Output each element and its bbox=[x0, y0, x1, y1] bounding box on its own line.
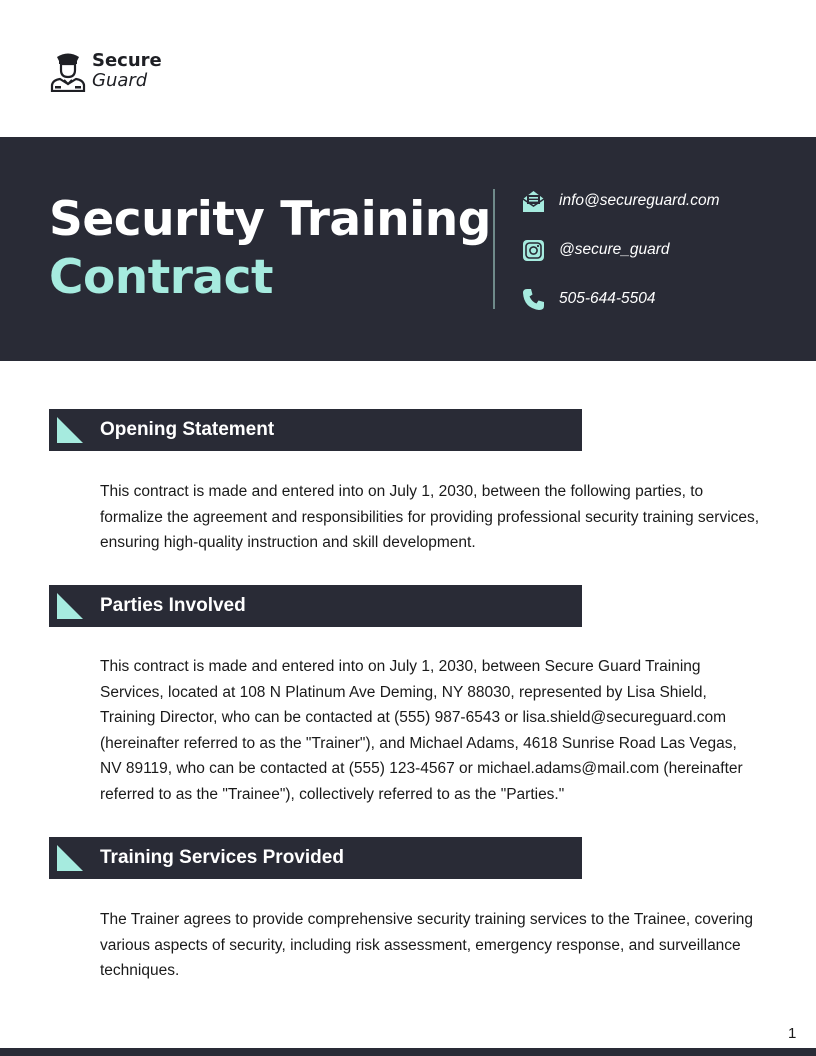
security-guard-icon bbox=[49, 50, 87, 92]
triangle-icon bbox=[57, 417, 83, 443]
header-divider bbox=[493, 189, 495, 309]
section-body-training-services: The Trainer agrees to provide comprehensive security training services to the Trainee, covering various aspects of security, including risk assessment, emergency response, and surveillance techniques. bbox=[100, 911, 754, 980]
email-icon bbox=[522, 190, 545, 213]
section-heading-opening-statement bbox=[49, 409, 582, 451]
phone-icon bbox=[522, 288, 545, 311]
triangle-icon bbox=[57, 593, 83, 619]
page-title bbox=[49, 191, 491, 307]
title-line-2: Contract bbox=[49, 250, 273, 305]
title-line-1: Security Training bbox=[49, 192, 491, 247]
section-heading-parties-involved bbox=[49, 585, 582, 627]
contact-phone[interactable] bbox=[522, 287, 656, 311]
phone-text[interactable]: 505-644-5504 bbox=[559, 290, 656, 307]
logo-text-primary: Secure bbox=[92, 50, 162, 71]
email-text[interactable]: info@secureguard.com bbox=[559, 192, 720, 209]
section-body-opening-statement: This contract is made and entered into on July 1, 2030, between the following parties, to formalize the agreement and responsibilities for providing professional security training services, ensuring high-quality instruction and skill development. bbox=[100, 483, 760, 552]
logo-text-secondary: Guard bbox=[92, 70, 148, 91]
section-body-parties-involved: This contract is made and entered into on July 1, 2030, between Secure Guard Training Services, located at 108 N Platinum Ave Deming, NY 88030, represented by Lisa Shield, Training Director, who can be contacted at (555) 987-6543 or lisa.shield@secureguard.com (hereinafter referred to as the "Trainer"), and Michael Adams, 4618 Sunrise Road Las Vegas, NV 89119, who can be contacted at (555) 123-4567 or michael.adams@mail.com (hereinafter referred to as the "Trainee"), collectively referred to as the "Parties." bbox=[100, 658, 743, 803]
section-heading-label: Parties Involved bbox=[100, 595, 246, 616]
triangle-icon bbox=[57, 845, 83, 871]
section-heading-training-services bbox=[49, 837, 582, 879]
header-band bbox=[0, 137, 816, 361]
page-number: 1 bbox=[788, 1025, 797, 1042]
section-heading-label: Opening Statement bbox=[100, 419, 275, 440]
footer-bar bbox=[0, 1048, 816, 1056]
instagram-icon bbox=[522, 239, 545, 262]
contact-email[interactable] bbox=[522, 189, 719, 213]
logo bbox=[49, 50, 162, 92]
section-heading-label: Training Services Provided bbox=[100, 847, 344, 868]
instagram-text[interactable]: @secure_guard bbox=[559, 241, 670, 258]
contact-instagram[interactable] bbox=[522, 238, 670, 262]
